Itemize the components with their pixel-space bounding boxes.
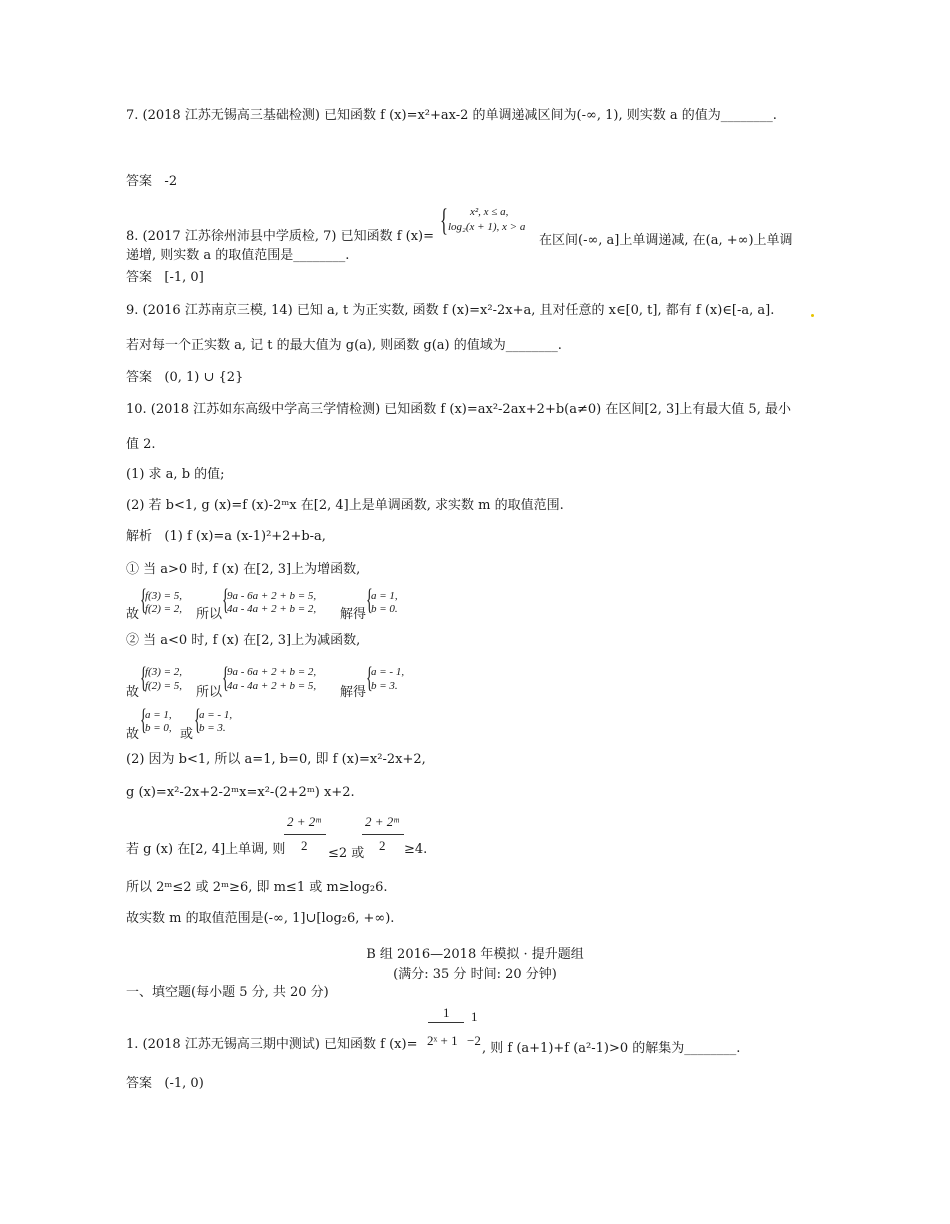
b1-answer	[126, 1076, 204, 1092]
b1-text-pre: 1. (2018 江苏无锡高三期中测试) 已知函数 f (x)=	[126, 1037, 418, 1052]
pos-sys3-a: a = 1,	[371, 590, 398, 602]
answer-label: 答案	[126, 370, 153, 385]
b1-numerator: 1	[443, 1005, 450, 1020]
q9-line1: 9. (2016 江苏南京三模, 14) 已知 a, t 为正实数, 函数 f (x)=x²-2x+a, 且对任意的 x∈[0, t], 都有 f (x)∈[-a, a].	[126, 303, 775, 318]
fin2-a: a = - 1,	[199, 709, 233, 721]
fin2-b: b = 3.	[199, 722, 226, 734]
q10-case-negative: ② 当 a<0 时, f (x) 在[2, 3]上为减函数,	[126, 633, 361, 648]
b1-minus-two: −2	[467, 1033, 481, 1048]
pos-sys1-b: f(2) = 2,	[145, 603, 183, 615]
q9-answer	[126, 370, 243, 386]
q10-solution-line2: (2) 因为 b<1, 所以 a=1, b=0, 即 f (x)=x²-2x+2,	[126, 752, 426, 767]
neg-sys3-b: b = 3.	[371, 680, 398, 692]
word-jiede: 解得	[340, 685, 367, 700]
q8-case2: log₂(x + 1), x > a	[448, 221, 526, 233]
q10-solution-line5: 故实数 m 的取值范围是(-∞, 1]∪[log₂6, +∞).	[126, 911, 395, 926]
brace: {	[366, 584, 373, 617]
answer-label: 答案	[126, 1076, 153, 1091]
q8-answer	[126, 270, 204, 286]
q8-case1: x², x ≤ a,	[470, 206, 509, 218]
pos-sys2-a: 9a - 6a + 2 + b = 5,	[227, 590, 317, 602]
q7-answer	[126, 174, 177, 190]
group-b-title: B 组 2016—2018 年模拟 · 提升题组	[366, 947, 584, 962]
q10-solution-line1	[126, 529, 326, 545]
fin1-b: b = 0,	[145, 722, 172, 734]
b1-text-post: , 则 f (a+1)+f (a²-1)>0 的解集为________.	[482, 1041, 741, 1056]
q8-brace: {	[440, 203, 448, 238]
answer-label: 答案	[126, 270, 153, 285]
q10-solution-line3: g (x)=x²-2x+2-2ᵐx=x²-(2+2ᵐ) x+2.	[126, 785, 355, 800]
pos-sys2-b: 4a - 4a + 2 + b = 2,	[227, 603, 317, 615]
frac2-numerator: 2 + 2ᵐ	[365, 814, 399, 829]
frac1-bar	[284, 834, 326, 835]
brace: {	[140, 662, 147, 695]
group-b-subtitle: (满分: 35 分 时间: 20 分钟)	[393, 967, 557, 982]
solution-label: 解析	[126, 529, 153, 544]
frac2-denominator: 2	[379, 838, 386, 853]
word-gu: 故	[126, 727, 140, 742]
neg-sys2-b: 4a - 4a + 2 + b = 5,	[227, 680, 317, 692]
brace: {	[222, 662, 229, 695]
brace: {	[140, 704, 147, 737]
neg-sys3-a: a = - 1,	[371, 666, 405, 678]
fin1-a: a = 1,	[145, 709, 172, 721]
pos-sys3-b: b = 0.	[371, 603, 398, 615]
q9-line2: 若对每一个正实数 a, 记 t 的最大值为 g(a), 则函数 g(a) 的值域为________.	[126, 338, 562, 353]
answer-value: (0, 1) ∪ {2}	[164, 370, 244, 385]
brace: {	[140, 584, 147, 617]
q8-line2: 递增, 则实数 a 的取值范围是________.	[126, 248, 350, 263]
frac1-denominator: 2	[301, 838, 308, 853]
word-huo: 或	[180, 727, 194, 742]
q10-line2: 值 2.	[126, 437, 156, 452]
answer-value: (-1, 0)	[164, 1076, 204, 1091]
yellow-dot-mark	[811, 314, 814, 317]
word-suoyi: 所以	[196, 685, 223, 700]
q7-text: 7. (2018 江苏无锡高三基础检测) 已知函数 f (x)=x²+ax-2 的单调递减区间为(-∞, 1), 则实数 a 的值为________.	[126, 108, 777, 123]
neg-sys1-b: f(2) = 5,	[145, 680, 183, 692]
q10-mono-end: ≥4.	[404, 842, 428, 857]
frac1-numerator: 2 + 2ᵐ	[287, 814, 321, 829]
q8-text-post: 在区间(-∞, a]上单调递减, 在(a, +∞)上单调	[539, 233, 793, 248]
q10-part1: (1) 求 a, b 的值;	[126, 467, 225, 482]
answer-value: [-1, 0]	[164, 270, 204, 285]
word-gu: 故	[126, 685, 140, 700]
q10-line1: 10. (2018 江苏如东高级中学高三学情检测) 已知函数 f (x)=ax²-2ax+2+b(a≠0) 在区间[2, 3]上有最大值 5, 最小	[126, 402, 791, 417]
word-suoyi: 所以	[196, 607, 223, 622]
q10-mono-pre: 若 g (x) 在[2, 4]上单调, 则	[126, 842, 286, 857]
brace: {	[366, 662, 373, 695]
q10-part2: (2) 若 b<1, g (x)=f (x)-2ᵐx 在[2, 4]上是单调函数, 求实数 m 的取值范围.	[126, 498, 564, 513]
answer-value: -2	[164, 174, 178, 189]
q10-mono-mid: ≤2 或	[328, 846, 365, 861]
word-gu: 故	[126, 607, 140, 622]
pos-sys1-a: f(3) = 5,	[145, 590, 183, 602]
b1-frac-bar	[428, 1022, 464, 1023]
q10-case-positive: ① 当 a>0 时, f (x) 在[2, 3]上为增函数,	[126, 562, 361, 577]
answer-label: 答案	[126, 174, 153, 189]
b1-denominator: 2ˣ + 1	[427, 1033, 458, 1048]
section-heading: 一、填空题(每小题 5 分, 共 20 分)	[126, 985, 329, 1000]
brace: {	[222, 584, 229, 617]
q10-solution-line4: 所以 2ᵐ≤2 或 2ᵐ≥6, 即 m≤1 或 m≥log₂6.	[126, 880, 388, 895]
neg-sys2-a: 9a - 6a + 2 + b = 2,	[227, 666, 317, 678]
b1-numerator-2: 1	[471, 1009, 478, 1024]
q8-text-pre: 8. (2017 江苏徐州沛县中学质检, 7) 已知函数 f (x)=	[126, 229, 435, 244]
frac2-bar	[362, 834, 404, 835]
neg-sys1-a: f(3) = 2,	[145, 666, 183, 678]
word-jiede: 解得	[340, 607, 367, 622]
brace: {	[194, 704, 201, 737]
solution-text: (1) f (x)=a (x-1)²+2+b-a,	[164, 529, 326, 544]
